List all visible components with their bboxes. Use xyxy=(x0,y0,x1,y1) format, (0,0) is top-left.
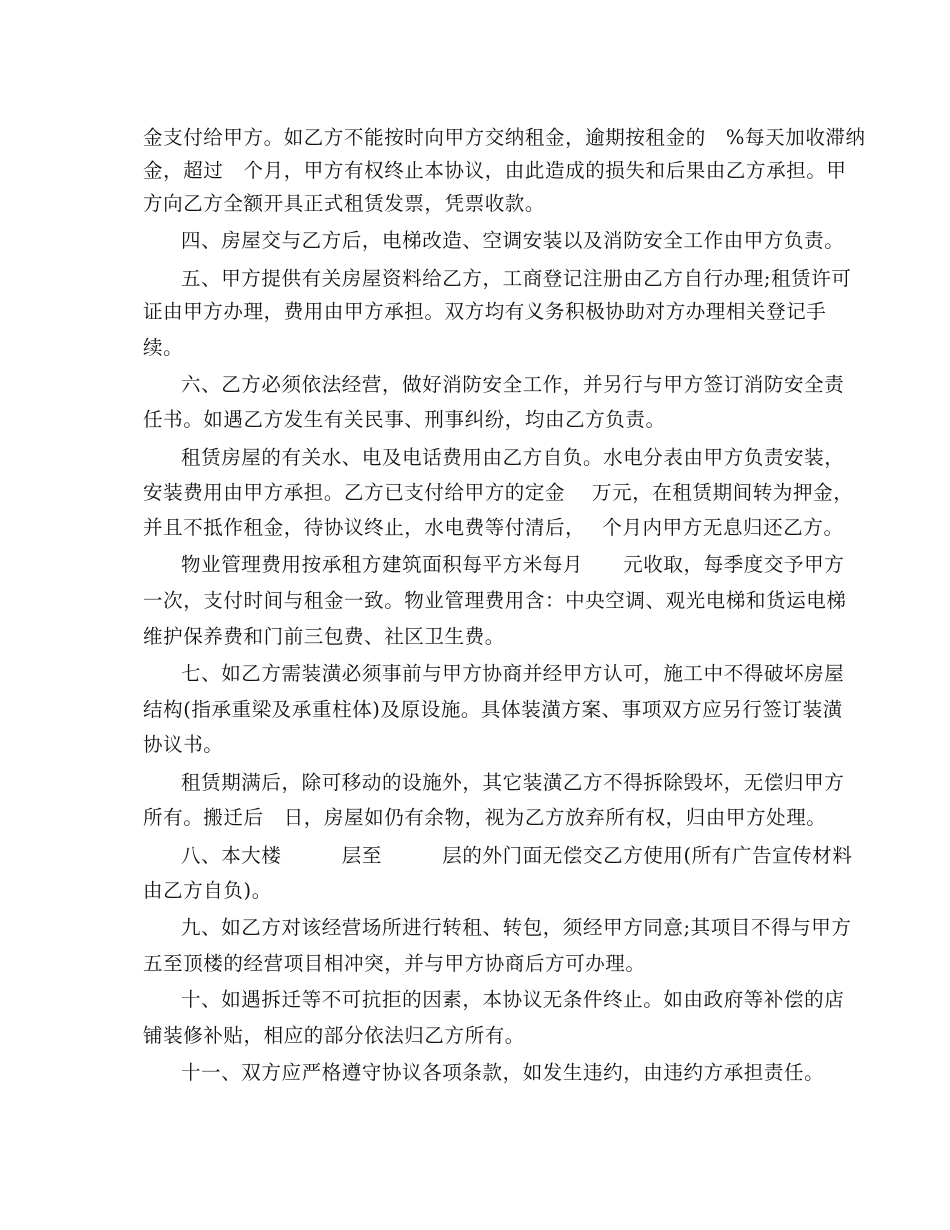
text-line: 证由甲方办理，费用由甲方承担。双方均有义务积极协助对方办理相关登记手 xyxy=(143,300,827,323)
text-line: 十、如遇拆迁等不可抗拒的因素，本协议无条件终止。如由政府等补偿的店 xyxy=(181,988,845,1011)
text-line: 金支付给甲方。如乙方不能按时向甲方交纳租金，逾期按租金的 %每天加收滞纳 xyxy=(143,126,866,149)
text-line: 并且不抵作租金，待协议终止，水电费等付清后， 个月内甲方无息归还乙方。 xyxy=(143,516,844,539)
text-line: 由乙方自负)。 xyxy=(143,879,272,902)
text-line: 四、房屋交与乙方后，电梯改造、空调安装以及消防安全工作由甲方负责。 xyxy=(181,229,845,252)
text-line: 结构(指承重梁及承重柱体)及原设施。具体装潢方案、事项双方应另行签订装潢 xyxy=(143,698,843,721)
text-line: 方向乙方全额开具正式租赁发票，凭票收款。 xyxy=(143,192,546,215)
text-line: 维护保养费和门前三包费、社区卫生费。 xyxy=(143,625,505,648)
text-line: 八、本大楼 层至 层的外门面无偿交乙方使用(所有广告宣传材料 xyxy=(181,844,853,867)
text-line: 五至顶楼的经营项目相冲突，并与甲方协商后方可办理。 xyxy=(143,952,646,975)
text-line: 租赁期满后，除可移动的设施外，其它装潢乙方不得拆除毁坏，无偿归甲方 xyxy=(181,771,845,794)
text-line: 铺装修补贴，相应的部分依法归乙方所有。 xyxy=(143,1024,525,1047)
text-line: 协议书。 xyxy=(143,733,224,756)
text-line: 六、乙方必须依法经营，做好消防安全工作，并另行与甲方签订消防安全责 xyxy=(181,373,845,396)
text-line: 一次，支付时间与租金一致。物业管理费用含：中央空调、观光电梯和货运电梯 xyxy=(143,589,847,612)
text-line: 所有。搬迁后 日，房屋如仍有余物，视为乙方放弃所有权，归由甲方处理。 xyxy=(143,806,827,829)
text-line: 租赁房屋的有关水、电及电话费用由乙方自负。水电分表由甲方负责安装， xyxy=(181,446,845,469)
text-line: 七、如乙方需装潢必须事前与甲方协商并经甲方认可，施工中不得破坏房屋 xyxy=(181,662,845,685)
text-line: 十一、双方应严格遵守协议各项条款，如发生违约，由违约方承担责任。 xyxy=(181,1061,825,1084)
text-line: 任书。如遇乙方发生有关民事、刑事纠纷，均由乙方负责。 xyxy=(143,408,666,431)
text-line: 金，超过 个月，甲方有权终止本协议，由此造成的损失和后果由乙方承担。甲 xyxy=(143,159,847,182)
text-line: 物业管理费用按承租方建筑面积每平方米每月 元收取，每季度交予甲方 xyxy=(181,553,845,576)
text-line: 五、甲方提供有关房屋资料给乙方，工商登记注册由乙方自行办理;租赁许可 xyxy=(181,267,852,290)
text-line: 安装费用由甲方承担。乙方已支付给甲方的定金 万元，在租赁期间转为押金， xyxy=(143,481,854,504)
text-line: 九、如乙方对该经营场所进行转租、转包，须经甲方同意;其项目不得与甲方 xyxy=(181,916,852,939)
text-line: 续。 xyxy=(143,336,184,359)
